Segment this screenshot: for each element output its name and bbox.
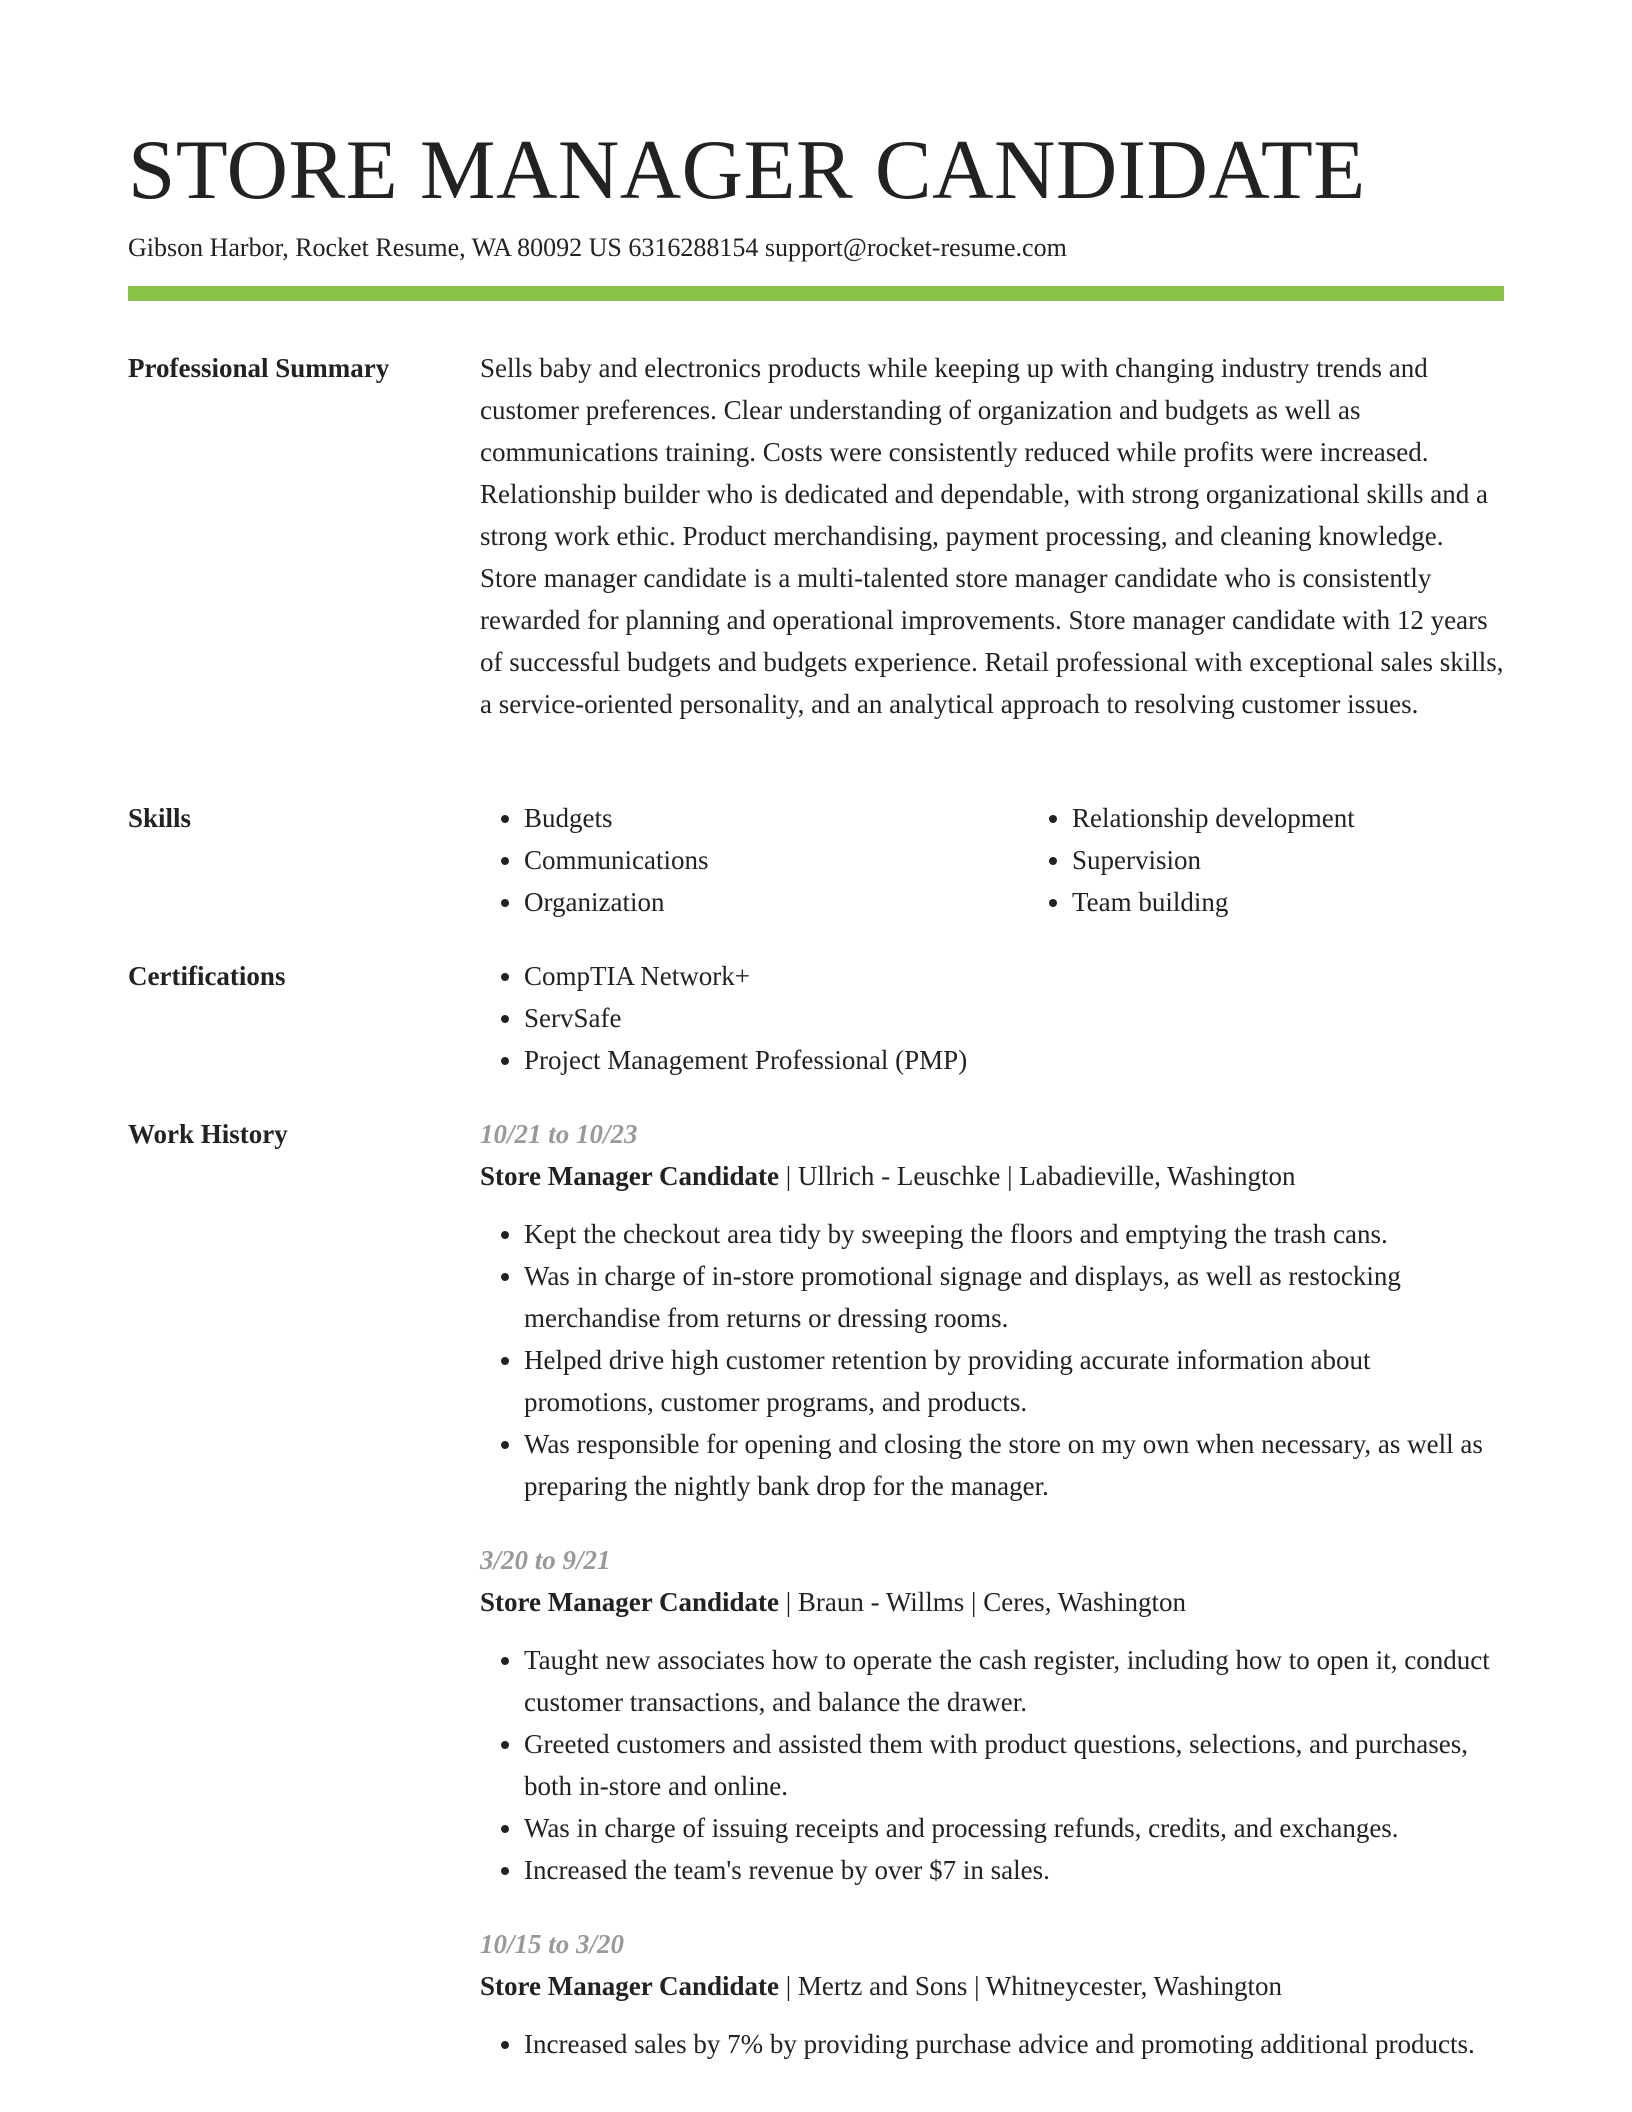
summary-text: Sells baby and electronics products while keeping up with changing industry trends and customer preferences. Clear understanding of organization and budgets as well as communications training. Costs were consistently reduced while profits were increased. Relationship builder who is dedicated and dependable, with strong organizational skills and a strong work ethic. Product merchandising, payment processing, and cleaning knowledge. Store manager candidate is a multi-talented store manager candidate who is consistently rewarded for planning and operational improvements. Store manager candidate with 12 years of successful budgets and budgets experience. Retail professional with exceptional sales skills, a service-oriented personality, and an analytical approach to resolving customer issues. <box>480 353 1504 719</box>
skill-item: • Relationship development <box>1072 797 1532 839</box>
candidate-name: STORE MANAGER CANDIDATE <box>128 123 1366 217</box>
job-dates: 10/21 to 10/23 <box>480 1119 638 1149</box>
job-employer-location: | Ullrich - Leuschke | Labadieville, Washington <box>779 1161 1296 1191</box>
job-entry <box>480 1539 1504 1891</box>
job-bullet: • Kept the checkout area tidy by sweeping the floors and emptying the trash cans. <box>524 1213 1504 1255</box>
job-title: Store Manager Candidate <box>480 1971 779 2001</box>
certifications-list <box>480 955 1504 1081</box>
job-dates: 10/15 to 3/20 <box>480 1929 625 1959</box>
job-title-line <box>480 1965 1504 2007</box>
skill-item: • Communications <box>524 839 984 881</box>
job-employer-location: | Braun - Willms | Ceres, Washington <box>779 1587 1187 1617</box>
skill-item: • Team building <box>1072 881 1532 923</box>
job-bullets <box>480 2023 1504 2065</box>
job-bullets <box>480 1213 1504 1507</box>
job-bullet: • Was in charge of in-store promotional signage and displays, as well as restocking merchandise from returns or dressing rooms. <box>524 1255 1504 1339</box>
job-title: Store Manager Candidate <box>480 1587 779 1617</box>
skills-list-right <box>1028 797 1532 923</box>
certification-item: • Project Management Professional (PMP) <box>524 1039 1504 1081</box>
job-bullet: • Was in charge of issuing receipts and processing refunds, credits, and exchanges. <box>524 1807 1504 1849</box>
job-title: Store Manager Candidate <box>480 1161 779 1191</box>
skill-item: • Budgets <box>524 797 984 839</box>
certifications-label: Certifications <box>128 961 286 991</box>
certification-item: • ServSafe <box>524 997 1504 1039</box>
job-bullet: • Helped drive high customer retention by providing accurate information about promotions, customer programs, and products. <box>524 1339 1504 1423</box>
job-bullets <box>480 1639 1504 1891</box>
job-bullet: • Taught new associates how to operate the cash register, including how to open it, conduct customer transactions, and balance the drawer. <box>524 1639 1504 1723</box>
certifications-body <box>480 955 1504 1081</box>
skill-item: • Supervision <box>1072 839 1532 881</box>
job-dates: 3/20 to 9/21 <box>480 1545 611 1575</box>
job-bullet: • Increased the team's revenue by over $7 in sales. <box>524 1849 1504 1891</box>
job-title-line <box>480 1581 1504 1623</box>
summary-label: Professional Summary <box>128 353 390 383</box>
job-employer-location: | Mertz and Sons | Whitneycester, Washington <box>779 1971 1282 2001</box>
skills-body <box>480 797 1504 923</box>
certification-item: • CompTIA Network+ <box>524 955 1504 997</box>
summary-body <box>480 347 1504 725</box>
skills-list-left <box>480 797 984 923</box>
job-entry <box>480 1113 1504 1507</box>
work-history-label: Work History <box>128 1119 288 1149</box>
job-title-line <box>480 1155 1504 1197</box>
contact-line: Gibson Harbor, Rocket Resume, WA 80092 US 6316288154 support@rocket-resume.com <box>128 233 1067 262</box>
header-divider <box>128 286 1504 301</box>
skills-label: Skills <box>128 803 192 833</box>
work-history-body <box>480 1113 1504 2065</box>
job-bullet: • Greeted customers and assisted them with product questions, selections, and purchases, both in-store and online. <box>524 1723 1504 1807</box>
skill-item: • Organization <box>524 881 984 923</box>
job-entry <box>480 1923 1504 2065</box>
job-bullet: • Was responsible for opening and closing the store on my own when necessary, as well as preparing the nightly bank drop for the manager. <box>524 1423 1504 1507</box>
job-bullet: • Increased sales by 7% by providing purchase advice and promoting additional products. <box>524 2023 1504 2065</box>
